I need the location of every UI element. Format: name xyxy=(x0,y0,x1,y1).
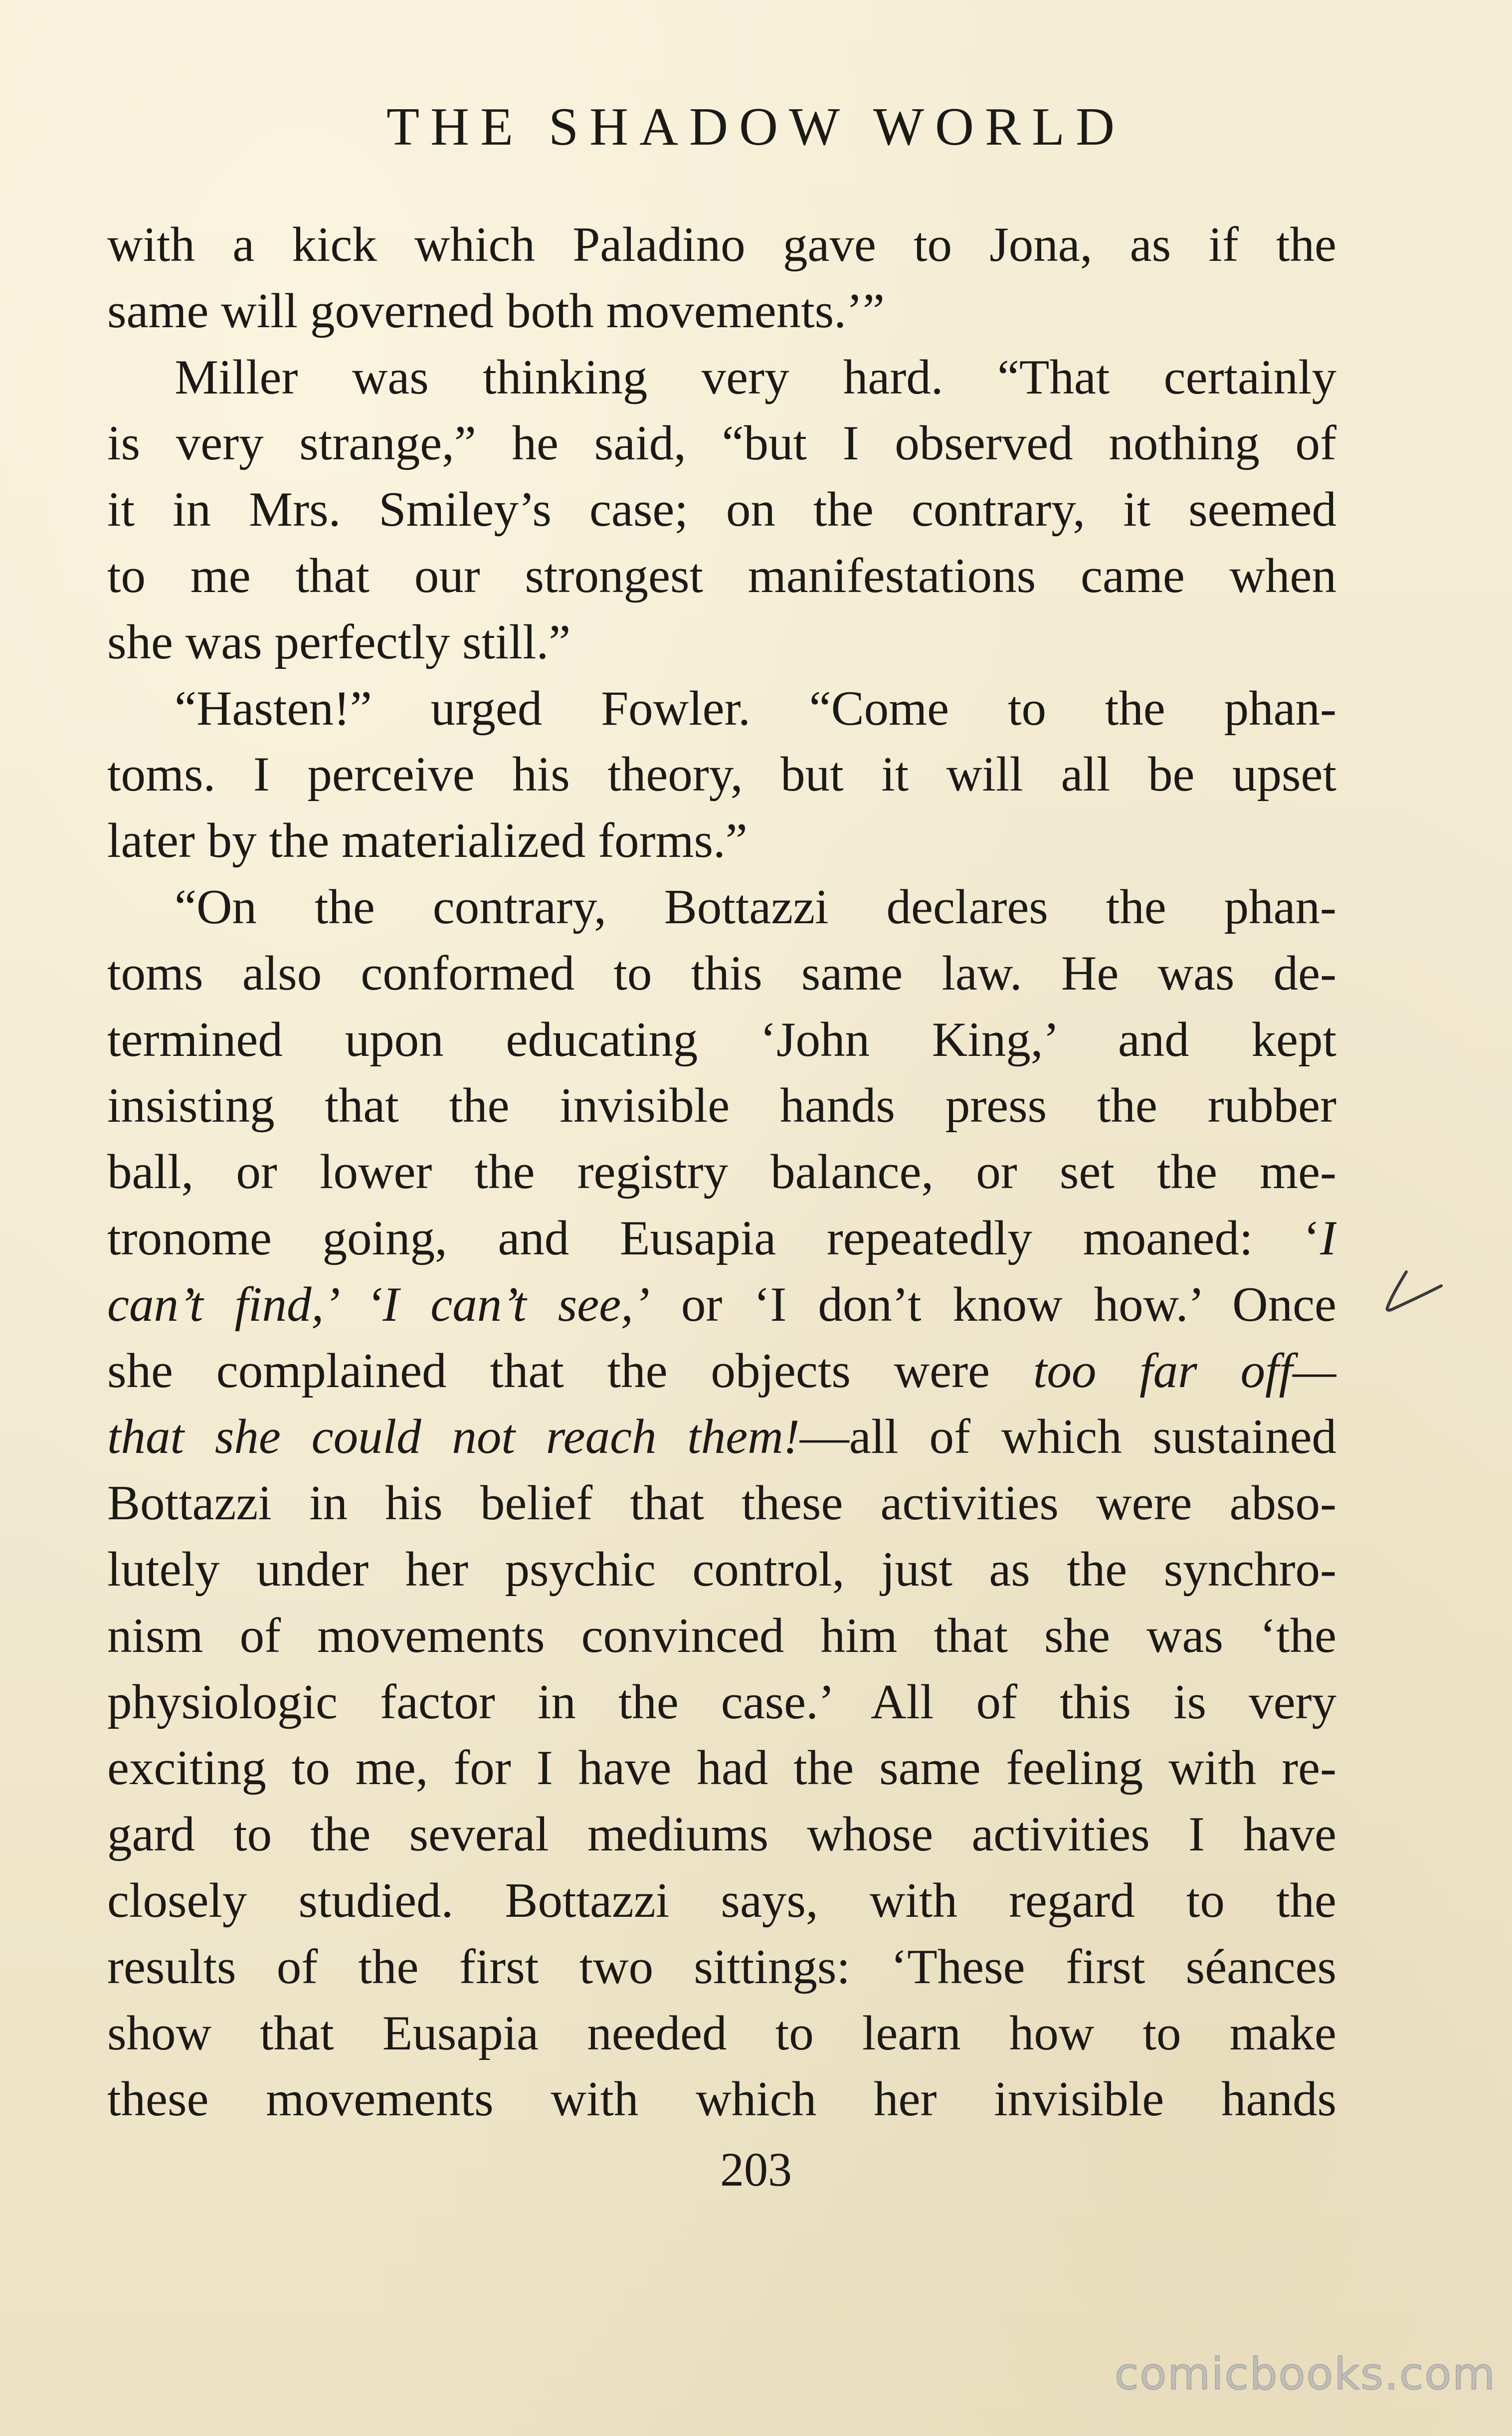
text-line: toms also conformed to this same law. He was de- xyxy=(107,946,1336,1001)
text-line: can’t find,’ ‘I can’t see,’ or ‘I don’t know how.’ Once xyxy=(107,1277,1336,1332)
text-line: same will governed both movements.’” xyxy=(107,283,885,338)
text-line: with a kick which Paladino gave to Jona, as if the xyxy=(107,217,1336,272)
text-line: “Hasten!” urged Fowler. “Come to the phan- xyxy=(175,681,1336,736)
text-line: “On the contrary, Bottazzi declares the phan- xyxy=(175,879,1336,934)
text-line: ball, or lower the registry balance, or set the me- xyxy=(107,1145,1336,1200)
text-line: nism of movements convinced him that she was ‘the xyxy=(107,1608,1336,1663)
text-line: toms. I perceive his theory, but it will all be upset xyxy=(107,747,1336,802)
text-line: show that Eusapia needed to learn how to make xyxy=(107,2006,1336,2060)
text-line: lutely under her psychic control, just as the synchro- xyxy=(107,1542,1336,1597)
running-head: THE SHADOW WORLD xyxy=(386,97,1126,157)
page-number: 203 xyxy=(720,2143,792,2196)
text-line: she was perfectly still.” xyxy=(107,614,571,669)
text-line: that she could not reach them!—all of which sustained xyxy=(107,1410,1336,1464)
text-line: Bottazzi in his belief that these activities were abso- xyxy=(107,1476,1336,1531)
site-watermark: comicbooks.com xyxy=(1115,2348,1497,2400)
text-line: termined upon educating ‘John King,’ and kept xyxy=(107,1012,1336,1067)
text-line: she complained that the objects were too far off— xyxy=(107,1343,1336,1398)
text-line: Miller was thinking very hard. “That certainly xyxy=(175,350,1336,405)
text-line: closely studied. Bottazzi says, with regard to the xyxy=(107,1873,1336,1928)
text-line: tronome going, and Eusapia repeatedly moaned: ‘I xyxy=(107,1211,1336,1265)
text-line: is very strange,” he said, “but I observed nothing of xyxy=(107,416,1336,471)
text-line: gard to the several mediums whose activities I have xyxy=(107,1807,1336,1862)
text-line: insisting that the invisible hands press the rubber xyxy=(107,1078,1336,1133)
text-line: to me that our strongest manifestations came when xyxy=(107,548,1336,603)
pencil-check-mark-icon xyxy=(1376,1262,1456,1317)
text-line: it in Mrs. Smiley’s case; on the contrary, it seemed xyxy=(107,482,1336,537)
text-line: physiologic factor in the case.’ All of this is very xyxy=(107,1674,1336,1729)
body-text xyxy=(107,212,1336,2133)
text-line: exciting to me, for I have had the same feeling with re- xyxy=(107,1741,1336,1796)
text-line: these movements with which her invisible hands xyxy=(107,2072,1336,2127)
text-line: results of the first two sittings: ‘These first séances xyxy=(107,1939,1336,1994)
text-line: later by the materialized forms.” xyxy=(107,813,748,868)
